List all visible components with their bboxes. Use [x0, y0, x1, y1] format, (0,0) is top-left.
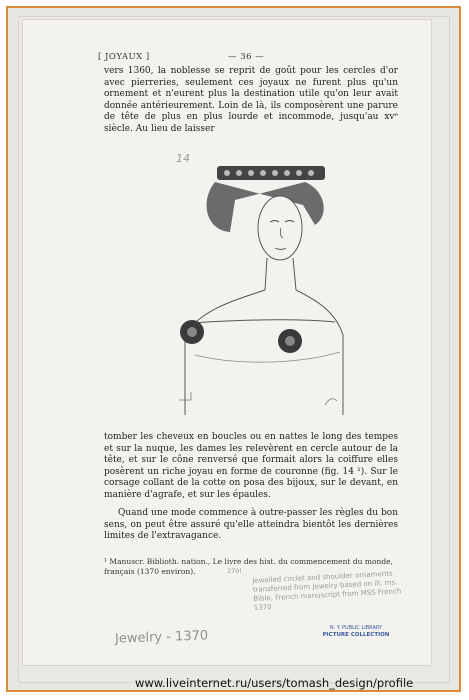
library-stamp [318, 625, 394, 639]
watermark-url: www.liveinternet.ru/users/tomash_design/profile [135, 676, 414, 690]
top-paragraph: vers 1360, la noblesse se reprit de goût pour les cercles d'or avec pierreries, seulement ces joyaux ne furent plus qu'un ornement et n'eurent plus la destination utile qu'on leur avait donnée antérieurement. Loin de là, ils composèrent une parure de tête de plus en plus lourde et incommode, jusqu'au xvᵉ siècle. Au lieu de laisser [104, 66, 398, 134]
page-number: — 36 — [228, 52, 265, 62]
section-title: [ JOYAUX ] [98, 52, 150, 62]
stamp-line-2: PICTURE COLLECTION [322, 632, 390, 638]
engraving-illustration [175, 160, 345, 415]
pencil-small-note: 270l [227, 567, 242, 575]
figure-number-annotation: 14 [176, 152, 190, 165]
pencil-bottom-note: Jewelry - 1370 [114, 628, 209, 647]
stamp-line-1: N. Y. PUBLIC LIBRARY [329, 625, 383, 631]
dress [185, 290, 343, 415]
pencil-margin-note: jewelled circlet and shoulder ornaments transferred from Jewelry based on ill. ms. Bible, French manuscript from MSS French 1370 [252, 569, 402, 612]
bottom-paragraph-2: Quand une mode commence à outre-passer les règles du bon sens, on peut être assuré qu'elle atteindra bientôt les dernières limites de l'extravagance. [104, 508, 398, 541]
face [258, 196, 302, 260]
footnote: ¹ Manuscr. Biblioth. nation., Le livre des hist. du commencement du monde, français (1370 environ). [104, 557, 393, 576]
neck [265, 258, 296, 290]
bottom-paragraph-1: tomber les cheveux en boucles ou en nattes le long des tempes et sur la nuque, les dames les relevèrent en cercle autour de la tête, et sur le cône renversé que formait alors la coiffure elles posèrent un riche joyau en forme de couronne (fig. 14 ¹). Sur le corsage collant de la cotte on posa des bijoux, sur le devant, en manière d'agrafe, et sur les épaules. [104, 432, 398, 500]
